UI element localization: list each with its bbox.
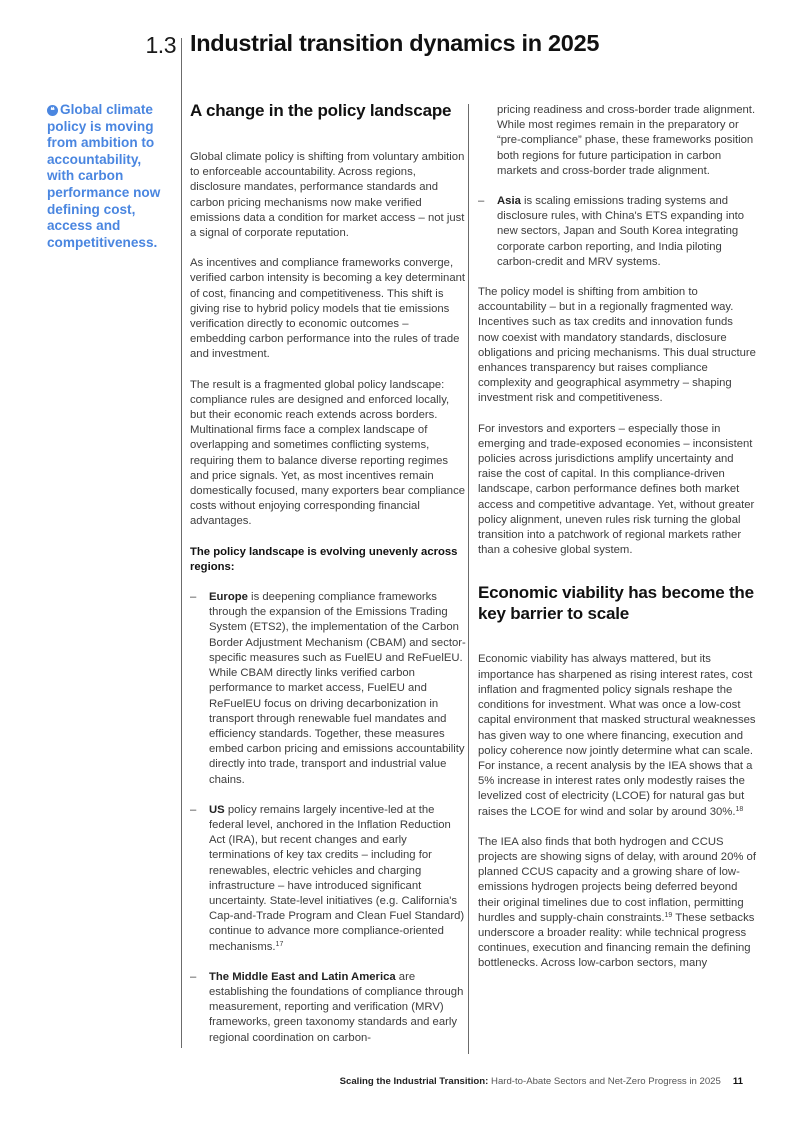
paragraph: The result is a fragmented global policy landscape: compliance rules are designed and enforced locally, but their economic reach extends across borders. Multinational firms face a complex landscape of overlapping and sometimes conflicting systems, requiring them to balance diverse reporting regimes and price signals. Yet, as most incentives remain domestically focused, many exporters bear compliance costs without enjoying corresponding financial advantages. bbox=[190, 378, 466, 528]
section-number: 1.3 bbox=[145, 32, 176, 58]
footer-publication-subtitle: Hard-to-Abate Sectors and Net-Zero Progress in 2025 bbox=[488, 1076, 721, 1087]
bullet-lead: Europe bbox=[209, 591, 248, 604]
paragraph-text: The IEA also finds that both hydrogen and CCUS projects are showing signs of delay, with around 20% of planned CCUS capacity and a growing share of low-emissions hydrogen projects being deferred beyond their original timelines due to cost inflation, permitting hurdles and supply-chain constraints. bbox=[478, 835, 756, 924]
bullet-europe bbox=[190, 590, 466, 788]
bullet-text: are establishing the foundations of compliance through measurement, reporting and verification (MRV) frameworks, green taxonomy standards and early regional coordination on carbon- bbox=[209, 970, 464, 1044]
bullet-lead: The Middle East and Latin America bbox=[209, 970, 396, 983]
left-vertical-rule bbox=[181, 38, 182, 1048]
bullet-lead: Asia bbox=[497, 195, 521, 208]
quote-icon: ❝ bbox=[47, 105, 58, 116]
dash-marker: – bbox=[190, 970, 197, 983]
dash-marker: – bbox=[190, 803, 197, 816]
paragraph bbox=[478, 835, 756, 972]
right-column bbox=[478, 103, 756, 972]
footnote-ref[interactable]: 19 bbox=[664, 911, 673, 919]
pullquote bbox=[47, 102, 165, 251]
footnote-ref[interactable]: 17 bbox=[275, 940, 284, 948]
bullet-us bbox=[190, 803, 466, 955]
paragraph: Global climate policy is shifting from voluntary ambition to enforceable accountability. Across regions, disclosure mandates, performance standards and carbon pricing mechanisms now make verified emissions data a condition for market access – not just a signal of corporate reputation. bbox=[190, 151, 465, 240]
bullet-middle-east-latam bbox=[190, 970, 466, 1046]
dash-marker: – bbox=[478, 195, 485, 208]
page-title: Industrial transition dynamics in 2025 bbox=[190, 30, 600, 56]
paragraph bbox=[478, 652, 756, 819]
paragraph: The policy model is shifting from ambition to accountability – but in a regionally fragmented way. Incentives such as tax credits and innovation funds now coexist with mandatory standards, disclosure obligations and pricing mechanisms. This dual structure enhances transparency but raises compliance complexity and geographical asymmetry – shaping investment risk and competitiveness. bbox=[478, 286, 756, 405]
left-column bbox=[190, 100, 466, 1046]
bullet-lead: US bbox=[209, 803, 225, 816]
footer-publication-title: Scaling the Industrial Transition: bbox=[339, 1076, 489, 1087]
subheading-regions: The policy landscape is evolving unevenly across regions: bbox=[190, 545, 458, 573]
pullquote-text: Global climate policy is moving from ambition to accountability, with carbon performance now defining cost, access and competitiveness. bbox=[47, 102, 161, 250]
section-heading-policy-landscape: A change in the policy landscape bbox=[190, 101, 452, 120]
column-divider bbox=[468, 104, 469, 1054]
bullet-text: is deepening compliance frameworks through the expansion of the Emissions Trading System (ETS2), the implementation of the Carbon Border Adjustment Mechanism (CBAM) and sector-specific measures such as FuelEU and ReFuelEU. While CBAM directly links verified carbon performance to market access, FuelEU and ReFuelEU focus on driving decarbonization in transport through renewable fuel mandates and efficiency standards. Together, these measures embed carbon pricing and emissions accountability directly into trade, transport and industrial value chains. bbox=[209, 591, 466, 786]
dash-marker: – bbox=[190, 591, 197, 604]
paragraph: For investors and exporters – especially those in emerging and trade-exposed economies – inconsistent policies across jurisdictions amplify uncertainty and raise the cost of capital. In this compliance-driven landscape, carbon performance defines both market access and competitive advantage. Yet, without greater policy alignment, uneven rules risk turning the global transition into a patchwork of regional markets rather than a cohesive global system. bbox=[478, 422, 755, 557]
page-footer bbox=[340, 1076, 743, 1087]
bullet-text: policy remains largely incentive-led at the federal level, anchored in the Inflation Reduction Act (IRA), but recent changes and early terminations of key tax credits – including for renewables, electric vehicles and charging infrastructure – have introduced significant uncertainty. State-level initiatives (e.g. California's Cap-and-Trade Program and Clean Fuel Standard) continue to advance more compliance-oriented mechanisms. bbox=[209, 803, 465, 953]
footnote-ref[interactable]: 18 bbox=[735, 805, 744, 813]
section-heading-economic-viability: Economic viability has become the key barrier to scale bbox=[478, 583, 754, 624]
paragraph-text: Economic viability has always mattered, but its importance has sharpened as rising interest rates, cost inflation and fragmented policy signals reshape the conditions for investment. What was once a low-cost capital environment that masked structural weaknesses has given way to one where financing, execution and policy coherence now jointly determine what can scale. For instance, a recent analysis by the IEA shows that a 5% increase in interest rates only modestly raises the levelized cost of electricity (LCOE) for natural gas but raises the LCOE for wind and solar by around 30%. bbox=[478, 653, 756, 818]
bullet-asia bbox=[478, 194, 756, 270]
bullet-continuation: pricing readiness and cross-border trade alignment. While most regimes remain in the preparatory or “pre-compliance” phase, these frameworks position both regions for future participation in carbon markets and cross-border trade alignment. bbox=[497, 104, 756, 177]
page-number: 11 bbox=[732, 1076, 743, 1087]
paragraph: As incentives and compliance frameworks converge, verified carbon intensity is becoming a key determinant of cost, financing and competitiveness. This shift is giving rise to hybrid policy models that tie emissions verification directly to economic outcomes – embedding carbon performance into the rules of trade and investment. bbox=[190, 257, 466, 361]
bullet-text: is scaling emissions trading systems and disclosure rules, with China's ETS expanding into new sectors, Japan and South Korea integrating corporate carbon reporting, and India piloting carbon-credit and MRV systems. bbox=[497, 195, 745, 268]
paragraph-text: These setbacks underscore a broader reality: while technical progress continues, execution and financing remain the defining bottlenecks. Across low-carbon sectors, many bbox=[478, 911, 755, 970]
